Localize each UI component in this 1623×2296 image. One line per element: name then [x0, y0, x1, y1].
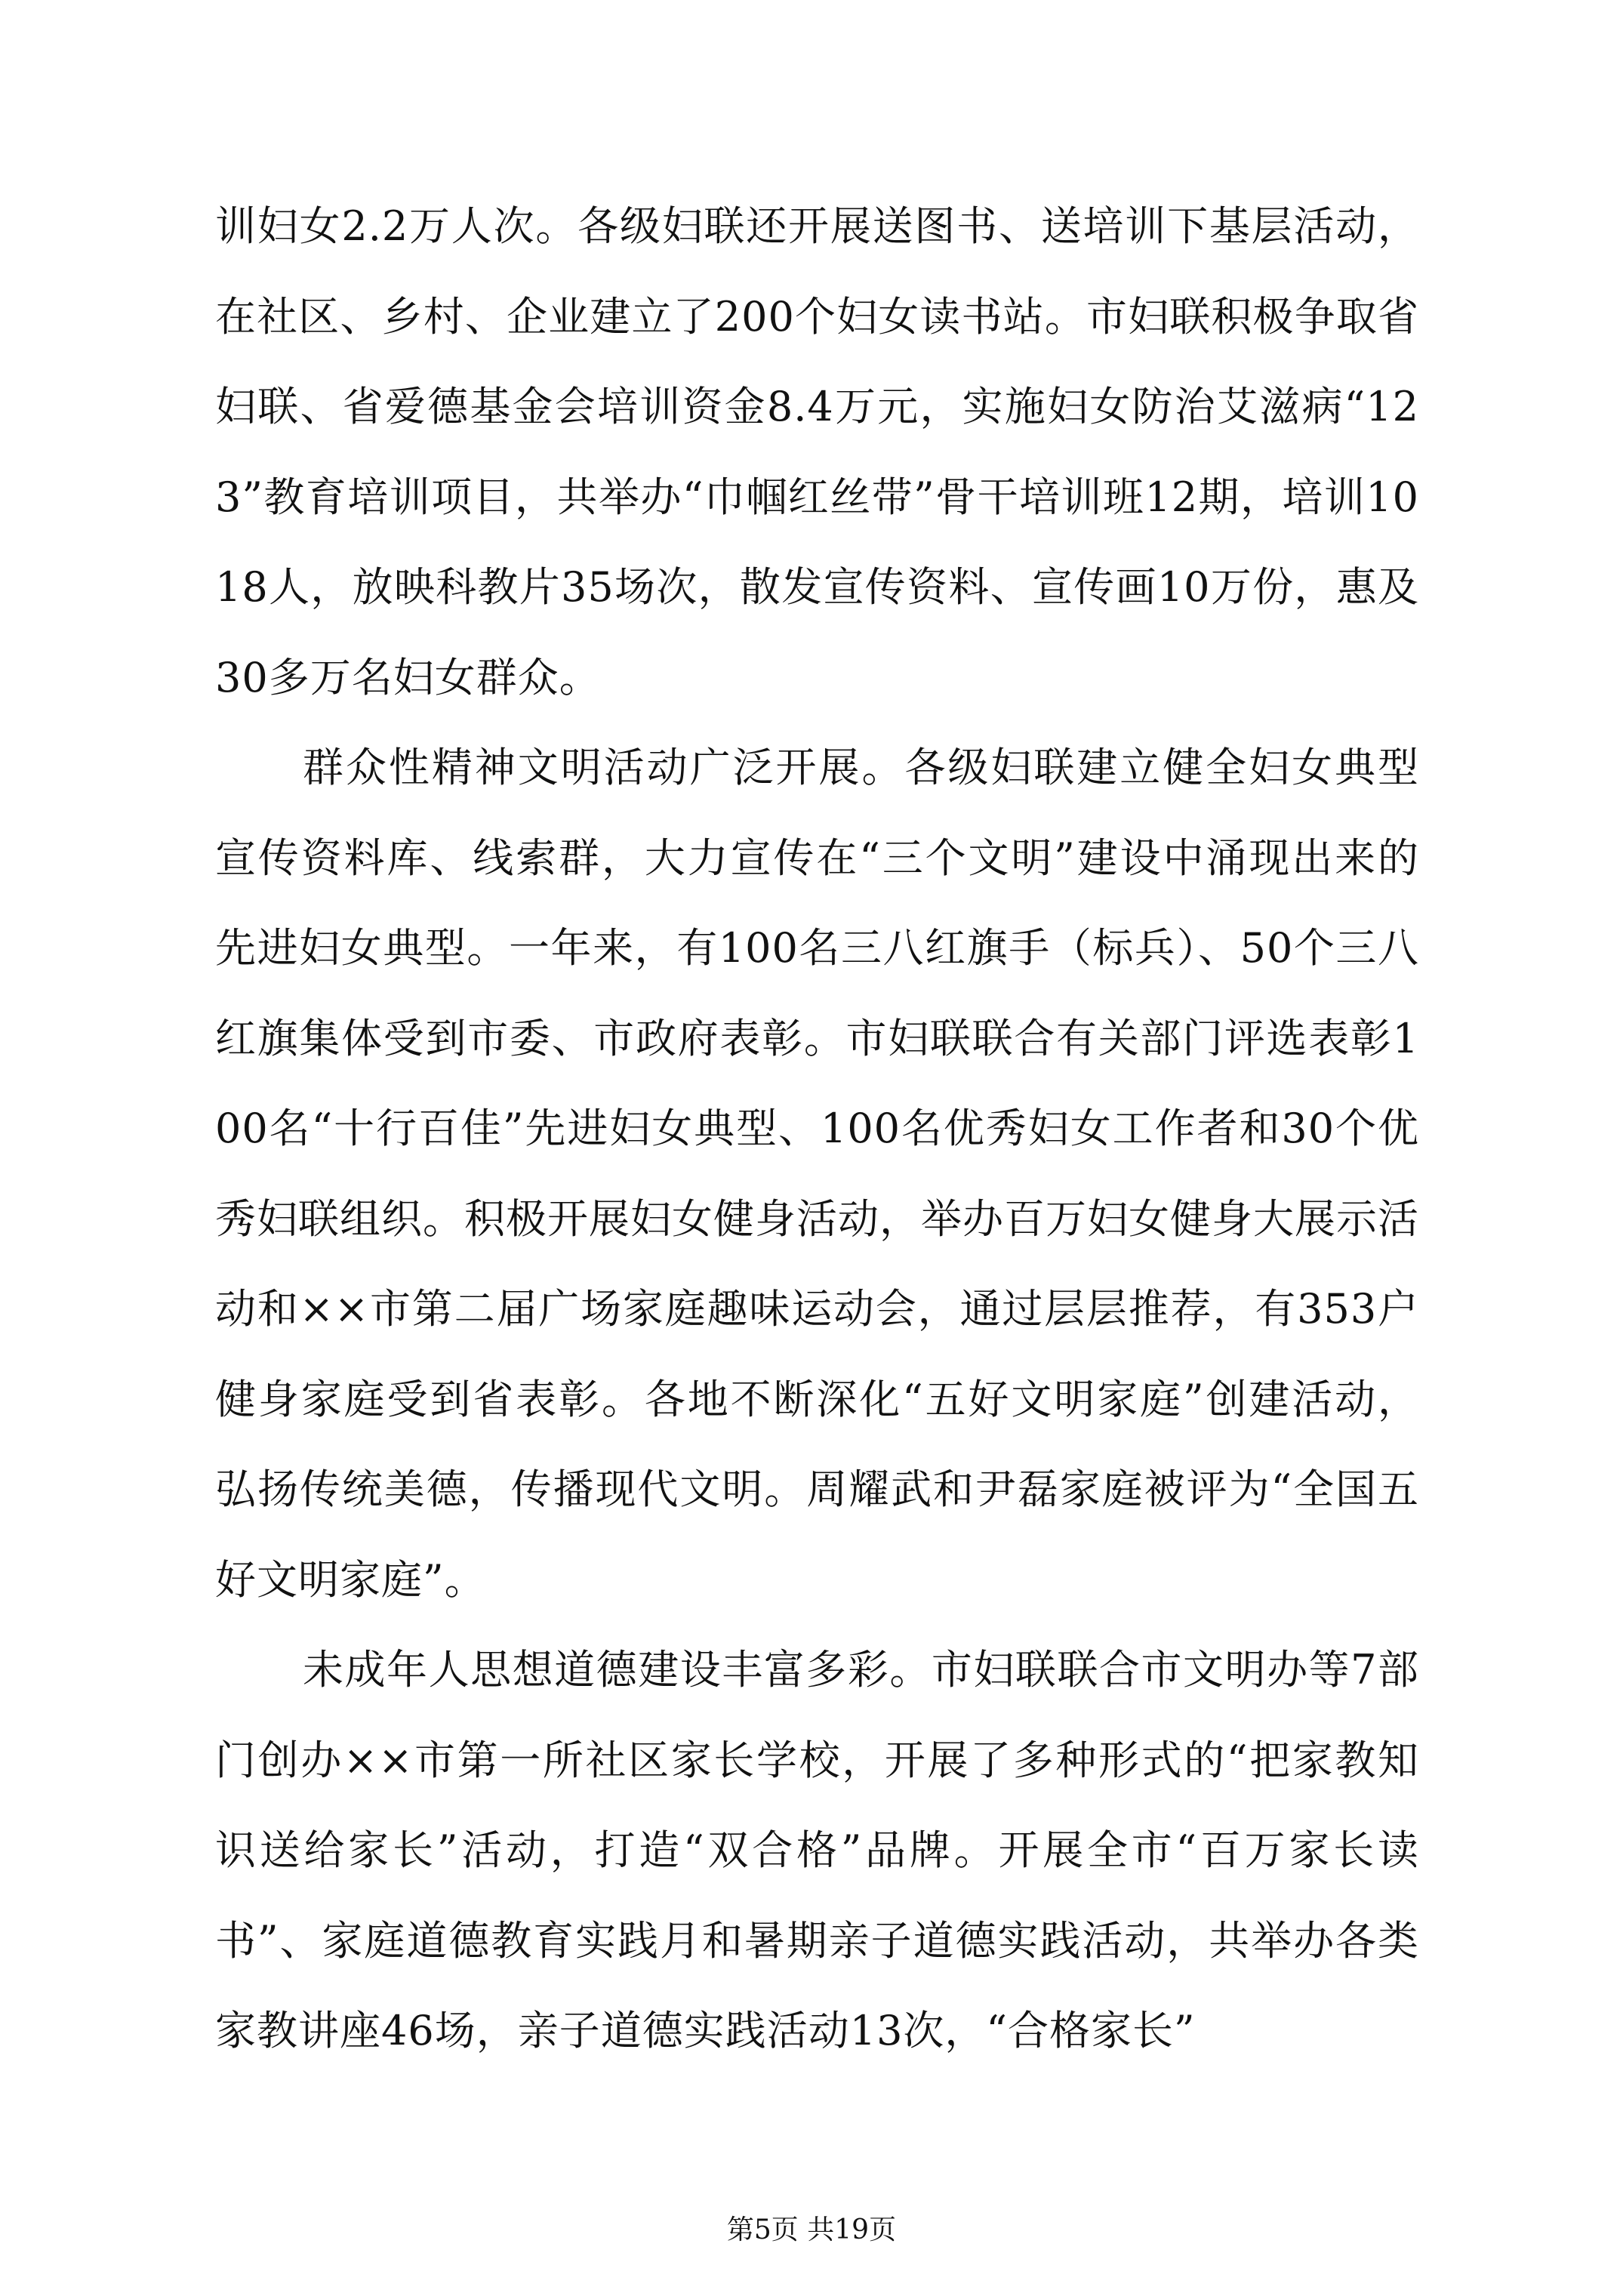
page-footer: 第5页 共19页	[726, 2214, 897, 2245]
document-body	[215, 181, 1419, 2076]
paragraph-3: 未成年人思想道德建设丰富多彩。市妇联联合市文明办等7部门创办××市第一所社区家长学校，开展了多种形式的“把家教知识送给家长”活动，打造“双合格”品牌。开展全市“百万家长读书”、家庭道德教育实践月和暑期亲子道德实践活动，共举办各类家教讲座46场，亲子道德实践活动13次，“合格家长”	[215, 1646, 1419, 2054]
paragraph-1: 训妇女2.2万人次。各级妇联还开展送图书、送培训下基层活动，在社区、乡村、企业建立了200个妇女读书站。市妇联积极争取省妇联、省爱德基金会培训资金8.4万元，实施妇女防治艾滋病“123”教育培训项目，共举办“巾帼红丝带”骨干培训班12期，培训1018人，放映科教片35场次，散发宣传资料、宣传画10万份，惠及30多万名妇女群众。	[215, 202, 1419, 701]
paragraph-2: 群众性精神文明活动广泛开展。各级妇联建立健全妇女典型宣传资料库、线索群，大力宣传在“三个文明”建设中涌现出来的先进妇女典型。一年来，有100名三八红旗手（标兵）、50个三八红旗集体受到市委、市政府表彰。市妇联联合有关部门评选表彰100名“十行百佳”先进妇女典型、100名优秀妇女工作者和30个优秀妇联组织。积极开展妇女健身活动，举办百万妇女健身大展示活动和××市第二届广场家庭趣味运动会，通过层层推荐，有353户健身家庭受到省表彰。各地不断深化“五好文明家庭”创建活动，弘扬传统美德，传播现代文明。周耀武和尹磊家庭被评为“全国五好文明家庭”。	[215, 744, 1419, 1604]
